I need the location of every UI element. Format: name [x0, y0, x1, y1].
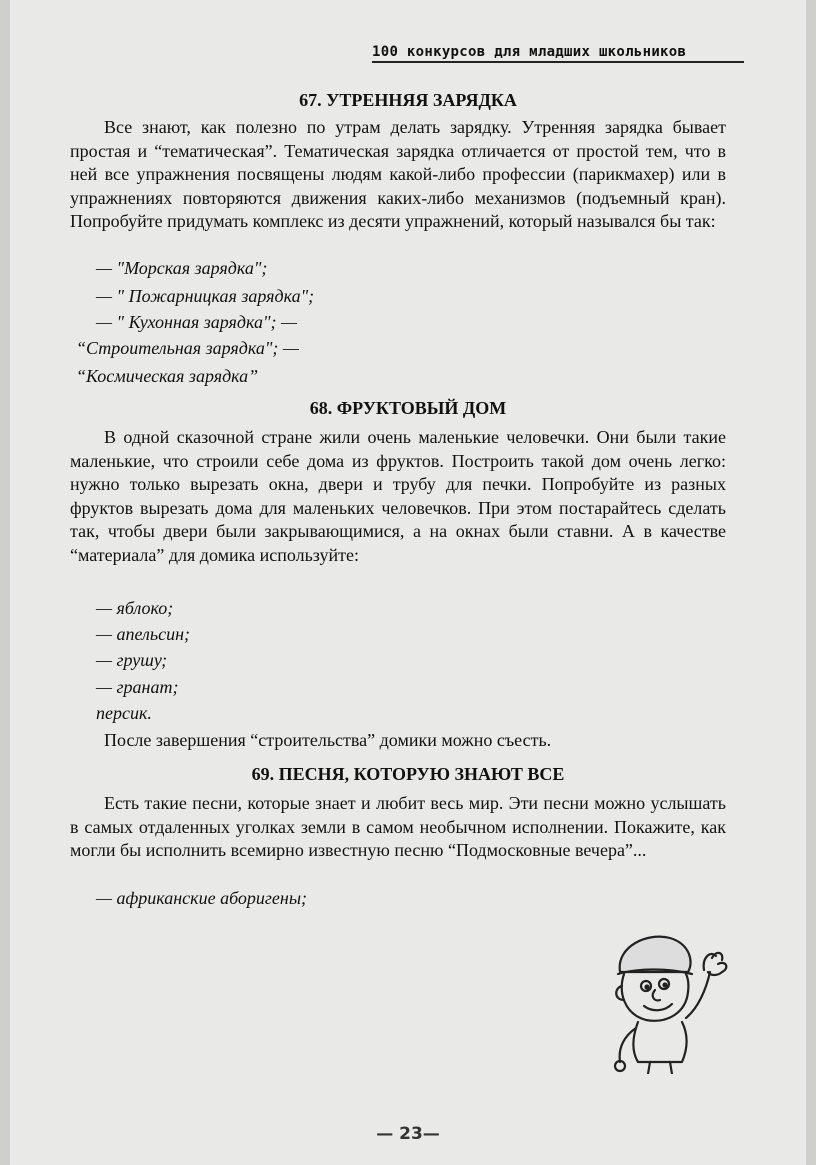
- section-68-item-4: — гранат;: [96, 677, 179, 697]
- section-67-item-1: — "Морская зарядка";: [96, 258, 268, 278]
- section-67-item-2: — " Пожарницкая зарядка";: [96, 286, 315, 306]
- section-67-paragraph: Все знают, как полезно по утрам делать зарядку. Утренняя зарядка бывает простая и “тематическая”. Тематическая зарядка отличается от простой тем, что в ней все упражнения посвящены людям какой-либо профессии (парикмахер) или в упражнениях повторяются движения каких-либо механизмов (подъемный кран). Попробуйте придумать комплекс из десяти упражнений, который назывался бы так:: [70, 117, 726, 231]
- section-68-item-1: — яблоко;: [96, 598, 174, 618]
- section-68-item-3: — грушу;: [96, 650, 168, 670]
- section-68-title: 68. ФРУКТОВЫЙ ДОМ: [309, 398, 507, 418]
- page-right-edge: [806, 0, 816, 1165]
- section-68-paragraph: В одной сказочной стране жили очень маленькие человечки. Они были такие маленькие, что строили себе дома из фруктов. Построить такой дом очень легко: нужно только вырезать окна, двери и трубу для печки. Попробуйте из разных фруктов вырезать дома для маленьких человечков. При этом постарайтесь сделать так, чтобы двери были закрывающимися, а на окнах были ставни. А в качестве “материала” для домика используйте:: [70, 427, 726, 565]
- cartoon-boy-illustration: [598, 928, 738, 1074]
- running-header: 100 конкурсов для младших школьников: [372, 44, 744, 63]
- section-68-item-2: — апельсин;: [96, 624, 190, 644]
- page-left-edge: [0, 0, 10, 1165]
- page-number: — 23—: [376, 1124, 440, 1144]
- section-68-closing: После завершения “строительства” домики можно съесть.: [104, 730, 552, 750]
- section-69-title: 69. ПЕСНЯ, КОТОРУЮ ЗНАЮТ ВСЕ: [251, 764, 565, 784]
- section-68-item-5: персик.: [96, 703, 152, 723]
- section-67-item-5: “Космическая зарядка”: [76, 366, 259, 386]
- section-69-paragraph: Есть такие песни, которые знает и любит весь мир. Эти песни можно услышать в самых отдаленных уголках земли в самом необычном исполнении. Покажите, как могли бы исполнить всемирно известную песню “Подмосковные вечера”...: [70, 793, 726, 860]
- section-67-item-3: — " Кухонная зарядка"; —: [96, 312, 298, 332]
- section-67-title: 67. УТРЕННЯЯ ЗАРЯДКА: [299, 90, 517, 110]
- section-67-item-4: “Строительная зарядка"; —: [76, 338, 299, 358]
- section-69-item-1: — африканские аборигены;: [96, 888, 308, 908]
